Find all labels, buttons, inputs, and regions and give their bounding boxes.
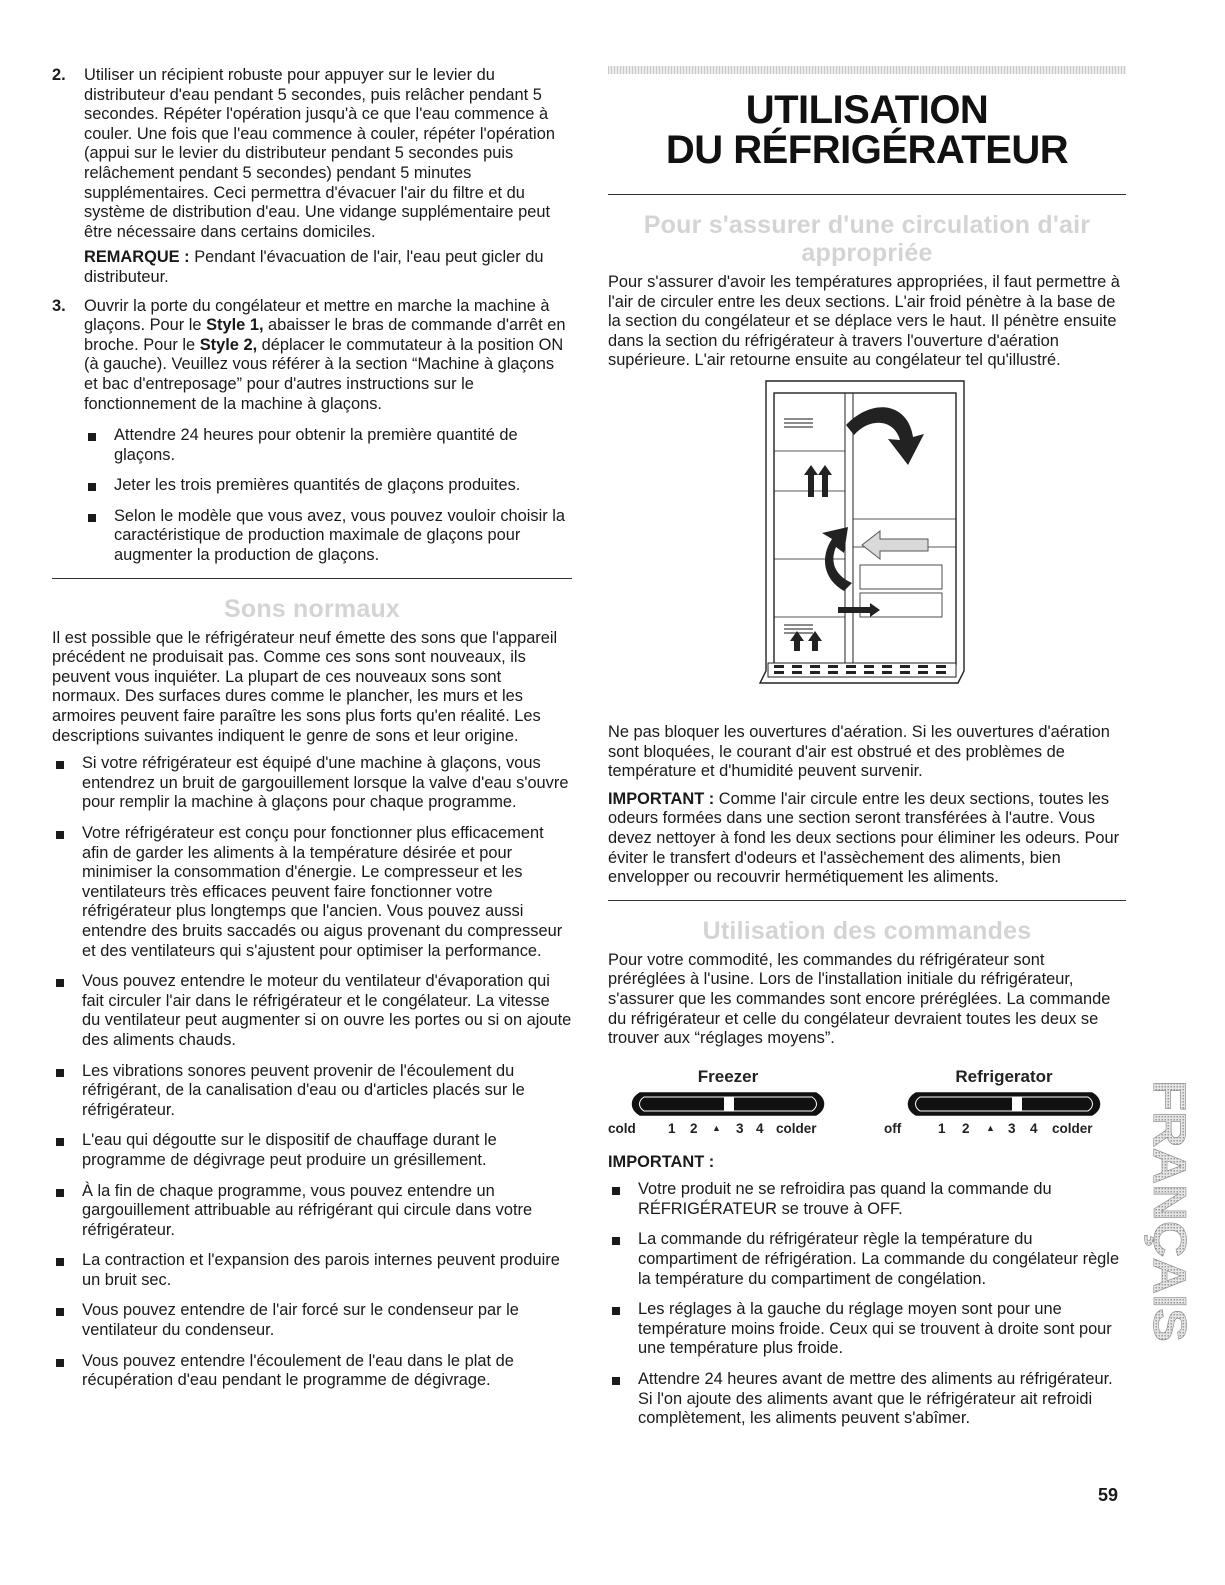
sounds-intro: Il est possible que le réfrigérateur neuf émette des sons que l'appareil précédent ne produisait pas. Comme ces sons sont nouveaux, ils peuvent vous inquiéter. La plupart de ces nouveaux sons sont normaux. Des surfaces dures comme le plancher, les murs et les armoires peuvent faire paraître les sons plus forts qu'en réalité. Les descriptions suivantes indiquent le genre de sons et leur origine. — [52, 628, 558, 745]
refrigerator-mark: 4 — [1030, 1120, 1038, 1136]
sounds-section-title: Sons normaux — [223, 594, 401, 623]
freezer-mark-arrow: ▲ — [712, 1122, 721, 1133]
control-dials — [608, 1067, 1126, 1147]
list-item: Vous pouvez entendre le moteur du ventilateur d'évaporation qui fait circuler l'air dans le réfrigérateur et le congélateur. La vitesse du ventilateur peut augmenter si on ouvre les portes ou si on ajoute des aliments chauds. — [52, 972, 572, 1050]
header-shade-bar — [608, 66, 1126, 74]
freezer-scale-left: cold — [608, 1120, 636, 1136]
left-column — [52, 66, 572, 1402]
refrigerator-mark-arrow: ▲ — [986, 1122, 995, 1133]
airflow-warning: Ne pas bloquer les ouvertures d'aération. Si les ouvertures d'aération sont bloquées, le courant d'air est obstrué et des problèmes de température et d'humidité peuvent survenir. — [608, 722, 1110, 781]
step-number: 3. — [52, 296, 66, 315]
step-text: Utiliser un récipient robuste pour appuyer sur le levier du distributeur d'eau pendant 5 secondes, puis relâcher pendant 5 secondes. Répéter l'opération jusqu'à ce que l'eau commence à couler. Une fois que l'eau commence à couler, répéter l'opération (appui sur le levier du distributeur pendant 5 secondes puis relâchement pendant 5 secondes) pendant 5 minutes supplémentaires. Ceci permettra d'évacuer l'air du filtre et du système de distribution d'eau. Une vidange supplémentaire peut être nécessaire dans certains domiciles. — [84, 66, 555, 241]
page-title-line2: DU RÉFRIGÉRATEUR — [665, 128, 1069, 172]
list-item: Jeter les trois premières quantités de glaçons produites. — [84, 476, 572, 496]
refrigerator-mark: 2 — [962, 1120, 970, 1136]
refrigerator-mark: 1 — [938, 1120, 946, 1136]
list-item: Si votre réfrigérateur est équipé d'une machine à glaçons, vous entendrez un bruit de gargouillement lorsque la valve d'eau s'ouvre pour remplir la machine à glaçons pour chaque programme. — [52, 754, 572, 813]
sounds-bullets — [52, 754, 572, 1391]
freezer-scale — [608, 1119, 848, 1137]
page-title-line1: UTILISATION — [745, 88, 989, 132]
refrigerator-scale-left: off — [884, 1120, 902, 1136]
list-item: Votre réfrigérateur est conçu pour fonctionner plus efficacement afin de garder les aliments à la température désirée et pour minimiser la consommation d'énergie. Le compresseur et les ventilateurs très efficaces peuvent faire fonctionner votre réfrigérateur plus longtemps que l'ancien. Vous pouvez aussi entendre des bruits saccadés ou aigus provenant du compresseur et des ventilateurs qui s'ajustent pour optimiser la performance. — [52, 824, 572, 961]
refrigerator-scale-right: colder — [1052, 1120, 1093, 1136]
list-item: L'eau qui dégoutte sur le dispositif de chauffage durant le programme de dégivrage peut produire un grésillement. — [52, 1131, 572, 1170]
right-column — [608, 66, 1126, 1440]
style1-label: Style 1, — [206, 316, 264, 335]
page-number: 59 — [1098, 1485, 1119, 1505]
important-text: Comme l'air circule entre les deux sections, toutes les odeurs formées dans une section seront transférées à l'autre. Vous devez nettoyer à fond les deux sections pour éliminer les odeurs. Pour éviter le transfert d'odeurs et l'assèchement des aliments, bien envelopper ou recouvrir hermétiquement les aliments. — [608, 789, 1120, 887]
freezer-control-label: Freezer — [697, 1066, 759, 1086]
controls-bullets — [608, 1180, 1126, 1429]
freezer-control[interactable] — [608, 1067, 848, 1137]
list-item: Selon le modèle que vous avez, vous pouvez vouloir choisir la caractéristique de production maximale de glaçons pour augmenter la production de glaçons. — [84, 507, 572, 566]
freezer-mark: 3 — [736, 1120, 744, 1136]
step-text — [84, 297, 572, 415]
list-item: Les vibrations sonores peuvent provenir de l'écoulement du réfrigérant, de la canalisation d'eau ou d'articles placés sur le réfrigérateur. — [52, 1062, 572, 1121]
section-divider — [608, 900, 1126, 901]
list-item: À la fin de chaque programme, vous pouvez entendre un gargouillement attribuable au réfrigérant qui circule dans votre réfrigérateur. — [52, 1182, 572, 1241]
section-divider — [52, 578, 572, 579]
refrigerator-control[interactable] — [884, 1067, 1124, 1137]
step-text-part: Ouvrir la porte du congélateur et mettre en marche la machine à glaçons. Pour le — [84, 296, 550, 335]
side-tab-text: FRANÇAIS — [1144, 1080, 1196, 1318]
step-2 — [52, 66, 572, 288]
icemaker-bullets — [84, 426, 572, 566]
freezer-mark: 2 — [690, 1120, 698, 1136]
freezer-scale-right: colder — [776, 1120, 817, 1136]
step-text-part: abaisser le bras de commande d'arrêt en broche. Pour le — [84, 316, 566, 354]
controls-intro: Pour votre commodité, les commandes du réfrigérateur sont préréglées à l'usine. Lors de l'installation initiale du réfrigérateur, s'assurer que les commandes sont encore préréglées. La commande du réfrigérateur et celle du congélateur devraient toutes les deux se trouver aux “réglages moyens”. — [608, 950, 1111, 1048]
step-note — [84, 248, 572, 287]
refrigerator-mark: 3 — [1008, 1120, 1016, 1136]
refrigerator-scale — [884, 1119, 1124, 1137]
freezer-mark: 1 — [668, 1120, 676, 1136]
airflow-section-title — [608, 211, 1126, 267]
airflow-title-line1: Pour s'assurer d'une circulation d'air — [643, 211, 1091, 239]
important-label: IMPORTANT : — [608, 789, 715, 808]
list-item: La commande du réfrigérateur règle la température du compartiment de réfrigération. La commande du congélateur règle la température du compartiment de congélation. — [608, 1230, 1126, 1289]
controls-important-label — [608, 1153, 1126, 1173]
airflow-diagram — [608, 379, 1126, 709]
refrigerator-control-label: Refrigerator — [955, 1066, 1053, 1086]
airflow-important — [608, 790, 1126, 888]
page-title — [608, 90, 1126, 170]
list-item: Vous pouvez entendre de l'air forcé sur le condenseur par le ventilateur du condenseur. — [52, 1301, 572, 1340]
language-side-tab — [1140, 1078, 1202, 1344]
list-item: Attendre 24 heures avant de mettre des aliments au réfrigérateur. Si l'on ajoute des aliments avant que le réfrigérateur ait refroidi complètement, les aliments peuvent s'abîmer. — [608, 1370, 1126, 1429]
step-3 — [52, 297, 572, 566]
note-label: REMARQUE : — [84, 248, 190, 267]
list-item: Attendre 24 heures pour obtenir la première quantité de glaçons. — [84, 426, 572, 465]
airflow-title-line2: appropriée — [801, 239, 933, 267]
airflow-intro: Pour s'assurer d'avoir les températures appropriées, il faut permettre à l'air de circuler entre les deux sections. L'air froid pénètre à la base de la section du congélateur et se déplace vers le haut. Il pénètre ensuite dans la section du réfrigérateur à travers l'ouverture d'aération supérieure. L'air retourne ensuite au congélateur tel qu'illustré. — [608, 273, 1120, 370]
toe-grille — [768, 663, 956, 677]
freezer-mark: 4 — [756, 1120, 764, 1136]
note-text: Pendant l'évacuation de l'air, l'eau peut gicler du distributeur. — [84, 248, 544, 286]
important-label: IMPORTANT : — [608, 1152, 715, 1171]
list-item: Les réglages à la gauche du réglage moyen sont pour une température moins froide. Ceux qui se trouvent à droite sont pour une température plus froide. — [608, 1300, 1126, 1359]
step-text-part: déplacer le commutateur à la position ON (à gauche). Veuillez vous référer à la section “Machine à glaçons et bac d'entreposage” pour d'autres instructions sur le fonctionnement de la machine à glaçons. — [84, 335, 564, 413]
section-divider — [608, 194, 1126, 195]
list-item: Votre produit ne se refroidira pas quand la commande du RÉFRIGÉRATEUR se trouve à OFF. — [608, 1180, 1126, 1219]
step-number: 2. — [52, 66, 66, 84]
list-item: La contraction et l'expansion des parois internes peuvent produire un bruit sec. — [52, 1251, 572, 1290]
refrigerator-slider-icon[interactable] — [906, 1091, 1102, 1117]
list-item: Vous pouvez entendre l'écoulement de l'eau dans le plat de récupération d'eau pendant le programme de dégivrage. — [52, 1352, 572, 1391]
style2-label: Style 2, — [199, 335, 258, 354]
controls-section-title: Utilisation des commandes — [702, 916, 1032, 945]
freezer-slider-icon[interactable] — [630, 1091, 826, 1117]
